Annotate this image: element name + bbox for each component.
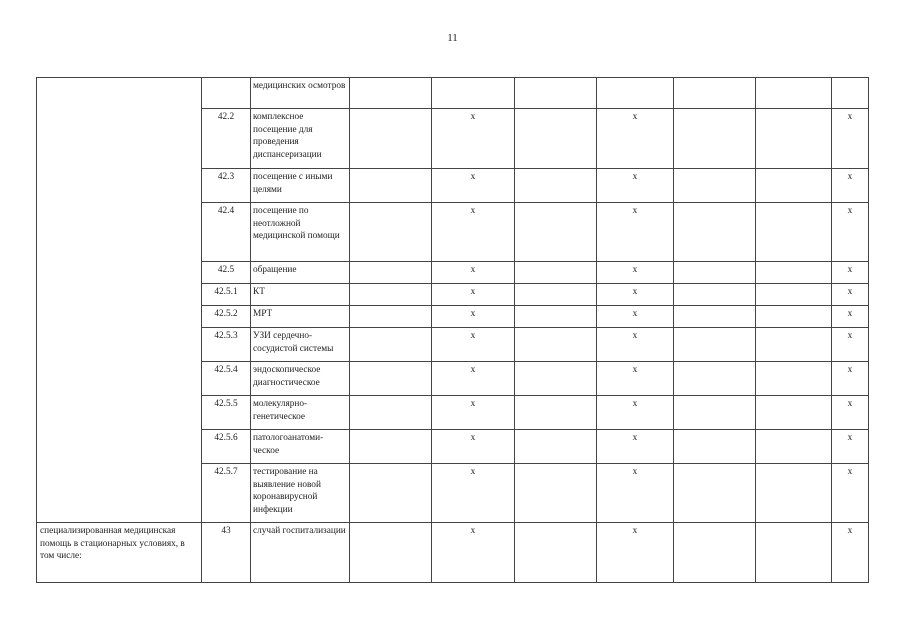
empty-cell — [350, 464, 432, 523]
empty-cell — [674, 328, 756, 362]
empty-cell — [756, 306, 832, 328]
row-code: 42.5 — [202, 262, 251, 284]
empty-cell — [756, 328, 832, 362]
empty-cell — [674, 464, 756, 523]
empty-cell — [756, 523, 832, 583]
row-code: 42.5.3 — [202, 328, 251, 362]
x-mark-cell: х — [432, 284, 515, 306]
empty-cell — [756, 203, 832, 262]
empty-cell — [756, 396, 832, 430]
row-code: 42.5.1 — [202, 284, 251, 306]
empty-cell — [756, 464, 832, 523]
row-name: комплексное посещение для проведения диспансеризации — [251, 109, 350, 169]
row-code: 42.5.2 — [202, 306, 251, 328]
row-code: 42.5.7 — [202, 464, 251, 523]
empty-cell — [350, 203, 432, 262]
row-code: 42.4 — [202, 203, 251, 262]
empty-cell — [515, 78, 597, 109]
empty-cell — [756, 169, 832, 203]
row-code — [202, 78, 251, 109]
row-name: КТ — [251, 284, 350, 306]
x-mark-cell: х — [832, 203, 869, 262]
empty-cell — [350, 78, 432, 109]
x-mark-cell: х — [832, 396, 869, 430]
row-name: тестирование на выявление новой коронавирусной инфекции — [251, 464, 350, 523]
x-mark-cell: х — [432, 523, 515, 583]
x-mark-cell: х — [832, 306, 869, 328]
x-mark-cell: х — [597, 203, 674, 262]
x-mark-cell: х — [432, 109, 515, 169]
x-mark-cell: х — [832, 362, 869, 396]
empty-cell — [597, 78, 674, 109]
empty-cell — [350, 262, 432, 284]
empty-cell — [756, 109, 832, 169]
row-code: 42.5.6 — [202, 430, 251, 464]
x-mark-cell: х — [832, 430, 869, 464]
x-mark-cell: х — [597, 109, 674, 169]
x-mark-cell: х — [432, 430, 515, 464]
empty-cell — [350, 284, 432, 306]
empty-cell — [350, 169, 432, 203]
x-mark-cell: х — [432, 362, 515, 396]
x-mark-cell: х — [597, 523, 674, 583]
table-row — [37, 523, 869, 583]
x-mark-cell: х — [832, 328, 869, 362]
empty-cell — [832, 78, 869, 109]
row-code: 42.3 — [202, 169, 251, 203]
row-name: случай госпитализации — [251, 523, 350, 583]
x-mark-cell: х — [597, 169, 674, 203]
section-cell: специализированная медицинская помощь в стационарных условиях, в том числе: — [37, 523, 202, 583]
empty-cell — [515, 169, 597, 203]
empty-cell — [515, 203, 597, 262]
x-mark-cell: х — [597, 362, 674, 396]
empty-cell — [515, 284, 597, 306]
empty-cell — [350, 109, 432, 169]
empty-cell — [674, 396, 756, 430]
row-code: 42.5.5 — [202, 396, 251, 430]
empty-cell — [515, 523, 597, 583]
x-mark-cell: х — [597, 284, 674, 306]
empty-cell — [515, 306, 597, 328]
row-name: медицинских осмотров — [251, 78, 350, 109]
section-cell — [37, 78, 202, 523]
empty-cell — [515, 362, 597, 396]
empty-cell — [432, 78, 515, 109]
x-mark-cell: х — [432, 262, 515, 284]
row-code: 42.5.4 — [202, 362, 251, 396]
x-mark-cell: х — [832, 109, 869, 169]
x-mark-cell: х — [832, 169, 869, 203]
x-mark-cell: х — [597, 396, 674, 430]
row-name: УЗИ сердечно-сосудистой системы — [251, 328, 350, 362]
empty-cell — [756, 78, 832, 109]
row-code: 43 — [202, 523, 251, 583]
x-mark-cell: х — [597, 328, 674, 362]
empty-cell — [515, 430, 597, 464]
empty-cell — [756, 362, 832, 396]
empty-cell — [515, 464, 597, 523]
table-body — [37, 78, 869, 583]
row-name: эндоскопическое диагностическое — [251, 362, 350, 396]
empty-cell — [350, 523, 432, 583]
empty-cell — [674, 169, 756, 203]
x-mark-cell: х — [597, 464, 674, 523]
x-mark-cell: х — [432, 328, 515, 362]
empty-cell — [674, 78, 756, 109]
x-mark-cell: х — [832, 284, 869, 306]
empty-cell — [515, 328, 597, 362]
empty-cell — [756, 430, 832, 464]
row-name: молекулярно-генетическое — [251, 396, 350, 430]
empty-cell — [350, 396, 432, 430]
empty-cell — [674, 262, 756, 284]
empty-cell — [350, 362, 432, 396]
empty-cell — [674, 109, 756, 169]
empty-cell — [756, 262, 832, 284]
empty-cell — [350, 306, 432, 328]
row-code: 42.2 — [202, 109, 251, 169]
x-mark-cell: х — [832, 523, 869, 583]
data-table — [36, 77, 869, 583]
x-mark-cell: х — [432, 464, 515, 523]
x-mark-cell: х — [432, 306, 515, 328]
row-name: посещение с иными целями — [251, 169, 350, 203]
x-mark-cell: х — [597, 262, 674, 284]
x-mark-cell: х — [432, 203, 515, 262]
row-name: обращение — [251, 262, 350, 284]
empty-cell — [674, 523, 756, 583]
row-name: МРТ — [251, 306, 350, 328]
empty-cell — [674, 284, 756, 306]
row-name: патологоанатоми-ческое — [251, 430, 350, 464]
x-mark-cell: х — [432, 169, 515, 203]
x-mark-cell: х — [832, 262, 869, 284]
empty-cell — [515, 109, 597, 169]
x-mark-cell: х — [597, 430, 674, 464]
empty-cell — [350, 328, 432, 362]
empty-cell — [674, 203, 756, 262]
x-mark-cell: х — [432, 396, 515, 430]
empty-cell — [674, 362, 756, 396]
row-name: посещение по неотложной медицинской помощи — [251, 203, 350, 262]
x-mark-cell: х — [597, 306, 674, 328]
empty-cell — [515, 262, 597, 284]
page-number: 11 — [447, 32, 458, 44]
x-mark-cell: х — [832, 464, 869, 523]
table-row — [37, 78, 869, 109]
empty-cell — [674, 430, 756, 464]
empty-cell — [756, 284, 832, 306]
empty-cell — [350, 430, 432, 464]
empty-cell — [674, 306, 756, 328]
empty-cell — [515, 396, 597, 430]
